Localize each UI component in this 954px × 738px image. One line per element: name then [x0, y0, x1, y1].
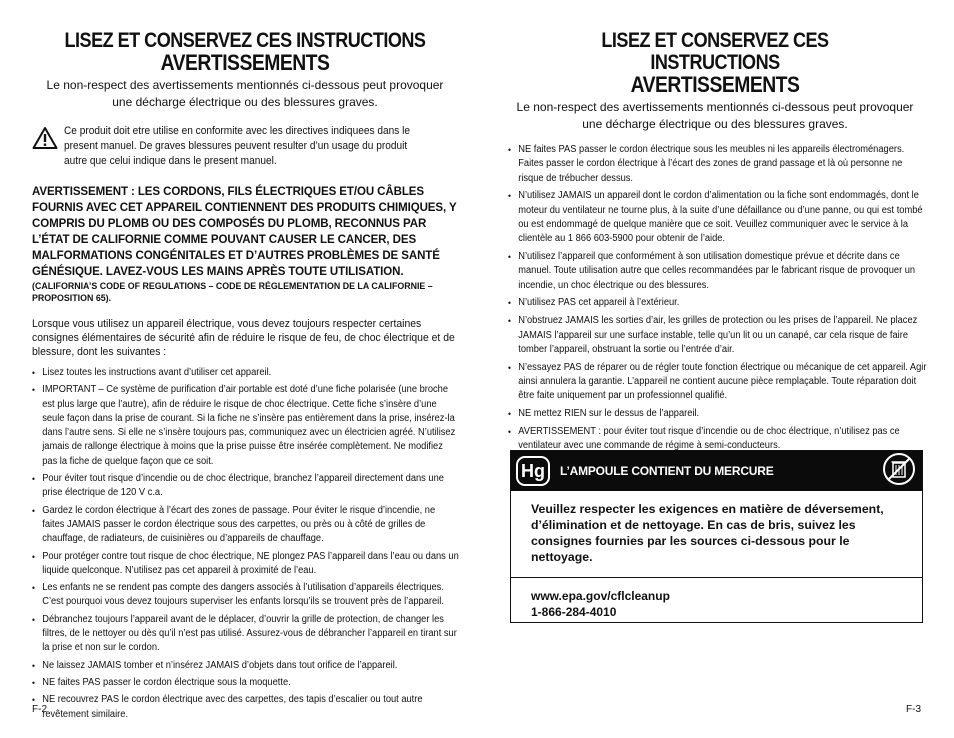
list-item: • N’utilisez JAMAIS un appareil dont le cordon d’alimentation ou la fiche sont endommagés, dont le moteur du ventilateur ne tourne plus, à la suite d’une défaillance ou d’une panne, ou qui est tombé ou est endommagé de quelque manière que ce soit. Veuillez communiquer avec le service à la clientèle au 1 866 603-5900 pour obtenir de l’aide. [508, 189, 927, 246]
list-item: • Pour éviter tout risque d’incendie ou de choc électrique, branchez l’appareil directement dans une prise électrique de 120 V c.a. [32, 472, 459, 501]
left-subtitle: Le non-respect des avertissements mentionnés ci-dessous peut provoquer une décharge électrique ou des blessures graves. [46, 78, 444, 109]
mercury-resources [511, 578, 922, 620]
list-item: • IMPORTANT – Ce système de purification d’air portable est doté d’une fiche polarisée (une broche est plus large que l’autre), afin de réduire le risque de choc électrique. Cette fiche s’insère d’une seule façon dans la prise de courant. Si la fiche ne s’insère pas entièrement dans la prise, insérez-la dans l’autre sens. Si elle ne s’insère toujours pas, communiquez avec un électricien agréé. N’utilisez jamais de rallonge électrique à moins que la prise puisse être insérée complètement. Ne modifiez pas la fiche de quelque façon que ce soit. [32, 383, 459, 469]
list-item: • N’utilisez PAS cet appareil à l’extérieur. [508, 296, 927, 310]
right-subtitle: Le non-respect des avertissements mentionnés ci-dessous peut provoquer une décharge électrique ou des blessures graves. [516, 100, 914, 131]
list-item: • N’utilisez l’appareil que conformément à son utilisation domestique prévue et décrite dans ce manuel. Toute utilisation autre que celles recommandées par le fabricant risque de provoquer un incendie, un choc électrique ou des blessures. [508, 250, 927, 293]
mercury-header [511, 451, 922, 491]
right-page-title: LISEZ ET CONSERVEZ CES INSTRUCTIONS [601, 29, 829, 74]
left-page-title: LISEZ ET CONSERVEZ CES INSTRUCTIONS [64, 29, 426, 52]
safety-intro: Lorsque vous utilisez un appareil électrique, vous devez toujours respecter certaines consignes élémentaires de sécurité afin de réduire le risque de feu, de choc électrique et de blessure, dont les suivantes : [32, 318, 455, 358]
mercury-title: L’AMPOULE CONTIENT DU MERCURE [560, 464, 774, 478]
list-item: • Lisez toutes les instructions avant d’utiliser cet appareil. [32, 366, 459, 380]
mercury-hg-badge: Hg [516, 456, 550, 486]
warning-triangle-icon [32, 124, 64, 169]
right-page-heading: AVERTISSEMENTS [630, 72, 800, 97]
list-item: • NE mettez RIEN sur le dessus de l’appareil. [508, 407, 927, 421]
warning-text: Ce produit doit etre utilise en conformite avec les directives indiquees dans le present manuel. De graves blessures peuvent resulter d’un usage du produit autre que celui indique dans le present manuel. [64, 125, 410, 167]
left-page [32, 0, 458, 738]
crossed-bin-icon [882, 452, 916, 491]
list-item: • Ne laissez JAMAIS tomber et n’insérez JAMAIS d’objets dans tout orifice de l’appareil. [32, 659, 459, 673]
list-item: • NE faites PAS passer le cordon électrique sous la moquette. [32, 676, 459, 690]
list-item: • N’essayez PAS de réparer ou de régler toute fonction électrique ou mécanique de cet appareil. Agir ainsi annulera la garantie. L’appareil ne contient aucune pièce remplaçable. Toute réparation doit être faite uniquement par un professionnel qualifié. [508, 361, 927, 404]
list-item: • Pour protéger contre tout risque de choc électrique, NE plongez PAS l’appareil dans l’eau ou dans un liquide quelconque. N’utilisez pas cet appareil à proximité de l’eau. [32, 550, 459, 579]
page-number-right: F-3 [906, 704, 921, 715]
list-item: • Gardez le cordon électrique à l’écart des zones de passage. Pour éviter le risque d’incendie, ne faites JAMAIS passer le cordon électrique sous des carpettes, ou près ou à côté de grilles de chauffage, de radiateurs, de cuisinières ou d’appareils de chauffage. [32, 504, 459, 547]
right-bullet-list [508, 143, 927, 453]
page-number-left: F-2 [32, 704, 47, 715]
left-page-heading: AVERTISSEMENTS [160, 50, 330, 75]
right-page [508, 0, 927, 738]
epa-url[interactable]: www.epa.gov/cflcleanup [531, 589, 670, 603]
california-warning: AVERTISSEMENT : LES CORDONS, FILS ÉLECTRIQUES ET/OU CÂBLES FOURNIS AVEC CET APPAREIL CONTIENNENT DES PRODUITS CHIMIQUES, Y COMPRIS DU PLOMB OU DES COMPOSÉS DU PLOMB, RECONNUS PAR L’ÉTAT DE CALIFORNIE COMME POUVANT CAUSER LE CANCER, DES MALFORMATIONS CONGÉNITALES ET D’AUTRES PROBLÈMES DE SANTÉ GÉNÉSIQUE. LAVEZ-VOUS LES MAINS APRÈS TOUTE UTILISATION. [32, 184, 457, 278]
hotline-number: 1-866-284-4010 [531, 605, 617, 619]
california-reference: (CALIFORNIA’S CODE OF REGULATIONS – CODE DE RÉGLEMENTATION DE LA CALIFORNIE – PROPOSITION 65). [32, 281, 433, 304]
list-item: • NE faites PAS passer le cordon électrique sous les meubles ni les appareils électroménagers. Faites passer le cordon électrique à l’écart des zones de grand passage et là où personne ne risque de trébucher dessus. [508, 143, 927, 186]
list-item: • AVERTISSEMENT : pour éviter tout risque d’incendie ou de choc électrique, n’utilisez pas ce ventilateur avec une commande de régime à semi-conducteurs. [508, 425, 927, 454]
mercury-notice-box [510, 450, 923, 623]
mercury-instructions: Veuillez respecter les exigences en matière de déversement, d’élimination et de nettoyage. En cas de bris, suivez les consignes fournies par les sources ci-dessous pour le nettoyage. [531, 502, 884, 564]
list-item: • NE recouvrez PAS le cordon électrique avec des carpettes, des tapis d’escalier ou tout autre revêtement similaire. [32, 693, 459, 722]
list-item: • N’obstruez JAMAIS les sorties d’air, les grilles de protection ou les prises de l’appareil. Ne placez JAMAIS l’appareil sur une surface instable, telle qu’un lit ou un canapé, car cela risque de faire tomber l’appareil, obstruant la sortie ou l’entrée d’air. [508, 314, 927, 357]
left-bullet-list [32, 366, 458, 722]
warning-notice [32, 124, 458, 169]
list-item: • Débranchez toujours l’appareil avant de le déplacer, d’ouvrir la grille de protection, de changer les filtres, de le nettoyer ou dès qu’il n’est pas utilisé. Assurez-vous de débrancher l’appareil en tirant sur la prise et non sur le cordon. [32, 613, 459, 656]
list-item: • Les enfants ne se rendent pas compte des dangers associés à l’utilisation d’appareils électriques. C’est pourquoi vous devez toujours superviser les enfants lorsqu’ils se trouvent près de l’appareil. [32, 581, 459, 610]
